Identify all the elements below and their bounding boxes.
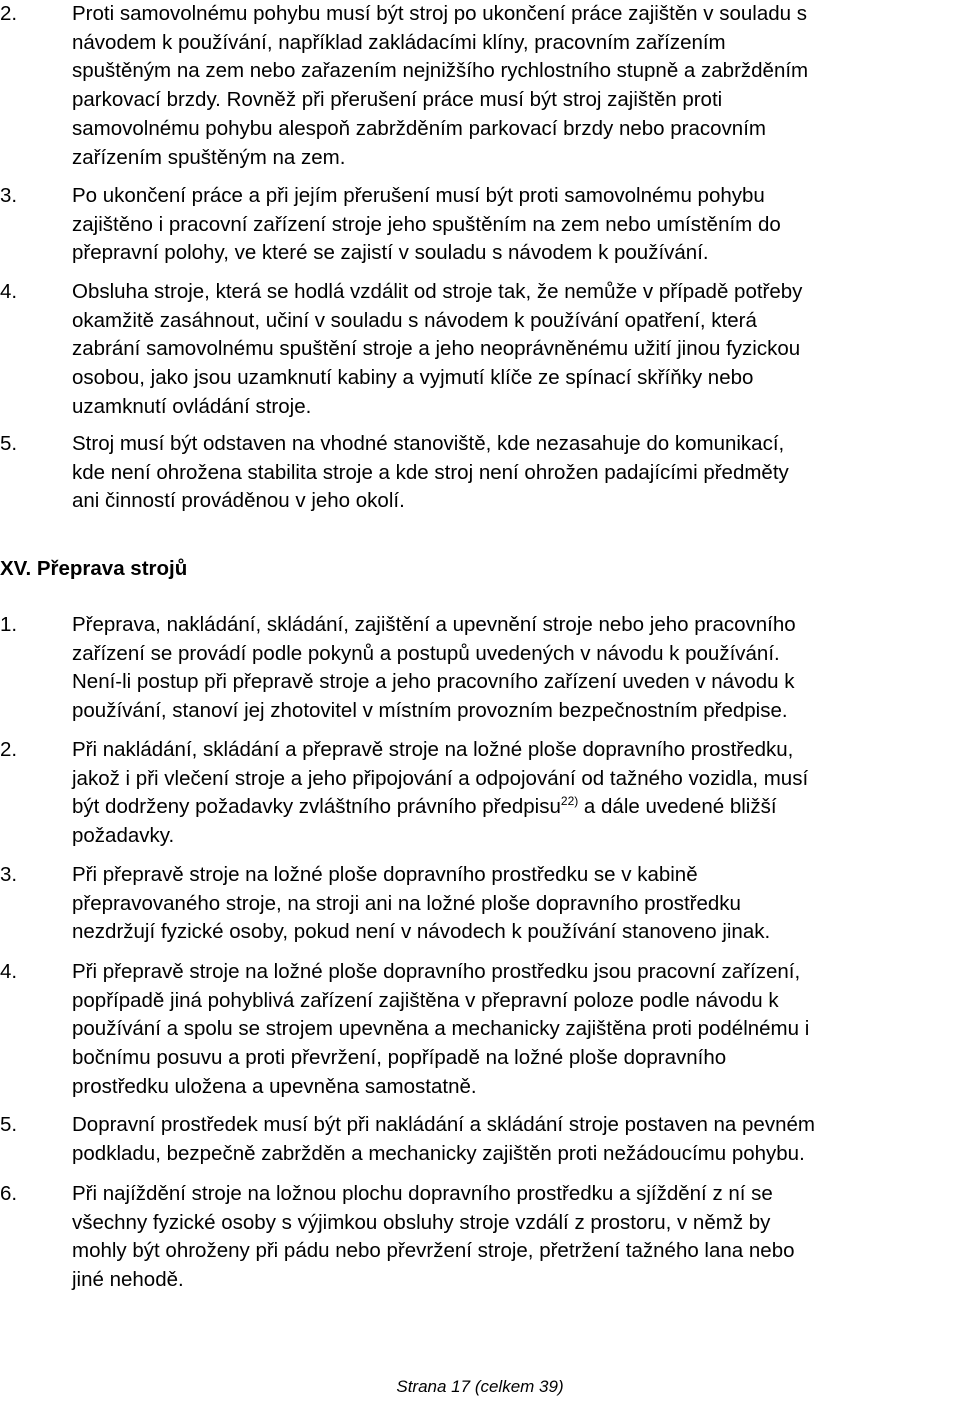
text-line: zařízení se provádí podle pokynů a postupů uvedených v návodu k používání.: [72, 641, 780, 665]
text-line-with-footnote: [72, 793, 958, 822]
text-line: okamžitě zasáhnout, učiní v souladu s návodem k používání opatření, která: [72, 308, 757, 332]
text-line: používání a spolu se strojem upevněna a mechanicky zajištěna proti podélnému i: [72, 1017, 810, 1041]
text-line: nezdržují fyzické osoby, pokud není v návodech k používání stanoveno jinak.: [72, 920, 771, 944]
item-number: 2.: [0, 2, 18, 25]
text-line: Obsluha stroje, která se hodlá vzdálit od stroje tak, že nemůže v případě potřeby: [72, 280, 803, 303]
text-segment: a dále uvedené bližší: [578, 795, 777, 819]
item-number: 4.: [0, 280, 18, 303]
text-line: bočnímu posuvu a proti převržení, popřípadě na ložné ploše dopravního: [72, 1046, 727, 1070]
section-heading: XV. Přeprava strojů: [0, 557, 188, 580]
text-line: kde není ohrožena stabilita stroje a kde stroj není ohrožen padajícími předměty: [72, 460, 789, 484]
text-line: Proti samovolnému pohybu musí být stroj po ukončení práce zajištěn v souladu s: [72, 2, 807, 25]
text-line: ani činností prováděnou v jeho okolí.: [72, 489, 405, 513]
text-line: zajištěno i pracovní zařízení stroje jeho spuštěním na zem nebo umístěním do: [72, 212, 781, 236]
text-line: přepravovaného stroje, na stroji ani na ložné ploše dopravního prostředku: [72, 891, 741, 915]
footnote-reference[interactable]: 22): [560, 794, 579, 809]
item-text: [72, 430, 958, 516]
text-line: spuštěným na zem nebo zařazením nejnižšího rychlostního stupně a zabržděním: [72, 59, 809, 83]
text-line: používání, stanoví jej zhotovitel v místním provozním bezpečnostním předpise.: [72, 699, 788, 723]
item-text: [72, 611, 958, 726]
text-line: Při nakládání, skládání a přepravě stroje na ložné ploše dopravního prostředku,: [72, 738, 794, 761]
item-number: 3.: [0, 863, 18, 886]
text-line: samovolnému pohybu alespoň zabržděním parkovací brzdy nebo pracovním: [72, 116, 766, 140]
text-line: prostředku uložena a upevněna samostatně.: [72, 1074, 477, 1098]
text-line: jakož i při vlečení stroje a jeho připojování a odpojování od tažného vozidla, musí: [72, 766, 809, 790]
item-number: 2.: [0, 738, 18, 761]
item-text: [72, 958, 958, 1102]
text-line: požadavky.: [72, 824, 175, 848]
text-line: návodem k používání, například zakládacími klíny, pracovním zařízením: [72, 30, 726, 54]
text-line: přepravní polohy, ve které se zajistí v souladu s návodem k používání.: [72, 241, 709, 265]
text-line: Při přepravě stroje na ložné ploše dopravního prostředku jsou pracovní zařízení,: [72, 960, 801, 983]
item-number: 6.: [0, 1182, 18, 1205]
text-line: Přeprava, nakládání, skládání, zajištění a upevnění stroje nebo jeho pracovního: [72, 613, 796, 636]
text-line: popřípadě jiná pohyblivá zařízení zajištěna v přepravní poloze podle návodu k: [72, 988, 779, 1012]
text-line: všechny fyzické osoby s výjimkou obsluhy stroje vzdálí z prostoru, v němž by: [72, 1210, 771, 1234]
item-number: 1.: [0, 613, 18, 636]
text-line: mohly být ohroženy při pádu nebo převržení stroje, přetržení tažného lana nebo: [72, 1239, 795, 1263]
item-text: [72, 1180, 958, 1295]
text-line: Stroj musí být odstaven na vhodné stanoviště, kde nezasahuje do komunikací,: [72, 432, 785, 455]
text-line: zabrání samovolnému spuštění stroje a jeho neoprávněnému užití jinou fyzickou: [72, 337, 801, 361]
item-number: 5.: [0, 432, 18, 455]
text-line: podkladu, bezpečně zabržděn a mechanicky zajištěn proti nežádoucímu pohybu.: [72, 1141, 805, 1165]
text-line: Dopravní prostředek musí být při nakládání a skládání stroje postaven na pevném: [72, 1113, 815, 1136]
item-text: [72, 182, 958, 268]
item-text: [72, 0, 958, 172]
text-line: parkovací brzdy. Rovněž při přerušení práce musí být stroj zajištěn proti: [72, 88, 723, 112]
text-line: Není-li postup při přepravě stroje a jeho pracovního zařízení uveden v návodu k: [72, 670, 795, 694]
item-text: [72, 861, 958, 947]
item-text: [72, 1111, 958, 1168]
item-number: 4.: [0, 960, 18, 983]
page-footer: Strana 17 (celkem 39): [396, 1377, 564, 1396]
item-text: [72, 278, 958, 422]
item-number: 5.: [0, 1113, 18, 1136]
text-line: Při přepravě stroje na ložné ploše dopravního prostředku se v kabině: [72, 863, 698, 886]
text-line: Po ukončení práce a při jejím přerušení musí být proti samovolnému pohybu: [72, 184, 765, 207]
text-line: Při najíždění stroje na ložnou plochu dopravního prostředku a sjíždění z ní se: [72, 1182, 773, 1205]
item-text: [72, 736, 958, 851]
text-line: zařízením spuštěným na zem.: [72, 145, 346, 169]
text-segment: být dodrženy požadavky zvláštního právního předpisu: [72, 795, 561, 819]
text-line: osobou, jako jsou uzamknutí kabiny a vyjmutí klíče ze spínací skříňky nebo: [72, 366, 754, 390]
text-line: uzamknutí ovládání stroje.: [72, 394, 312, 418]
text-line: jiné nehodě.: [72, 1268, 184, 1292]
item-number: 3.: [0, 184, 18, 207]
